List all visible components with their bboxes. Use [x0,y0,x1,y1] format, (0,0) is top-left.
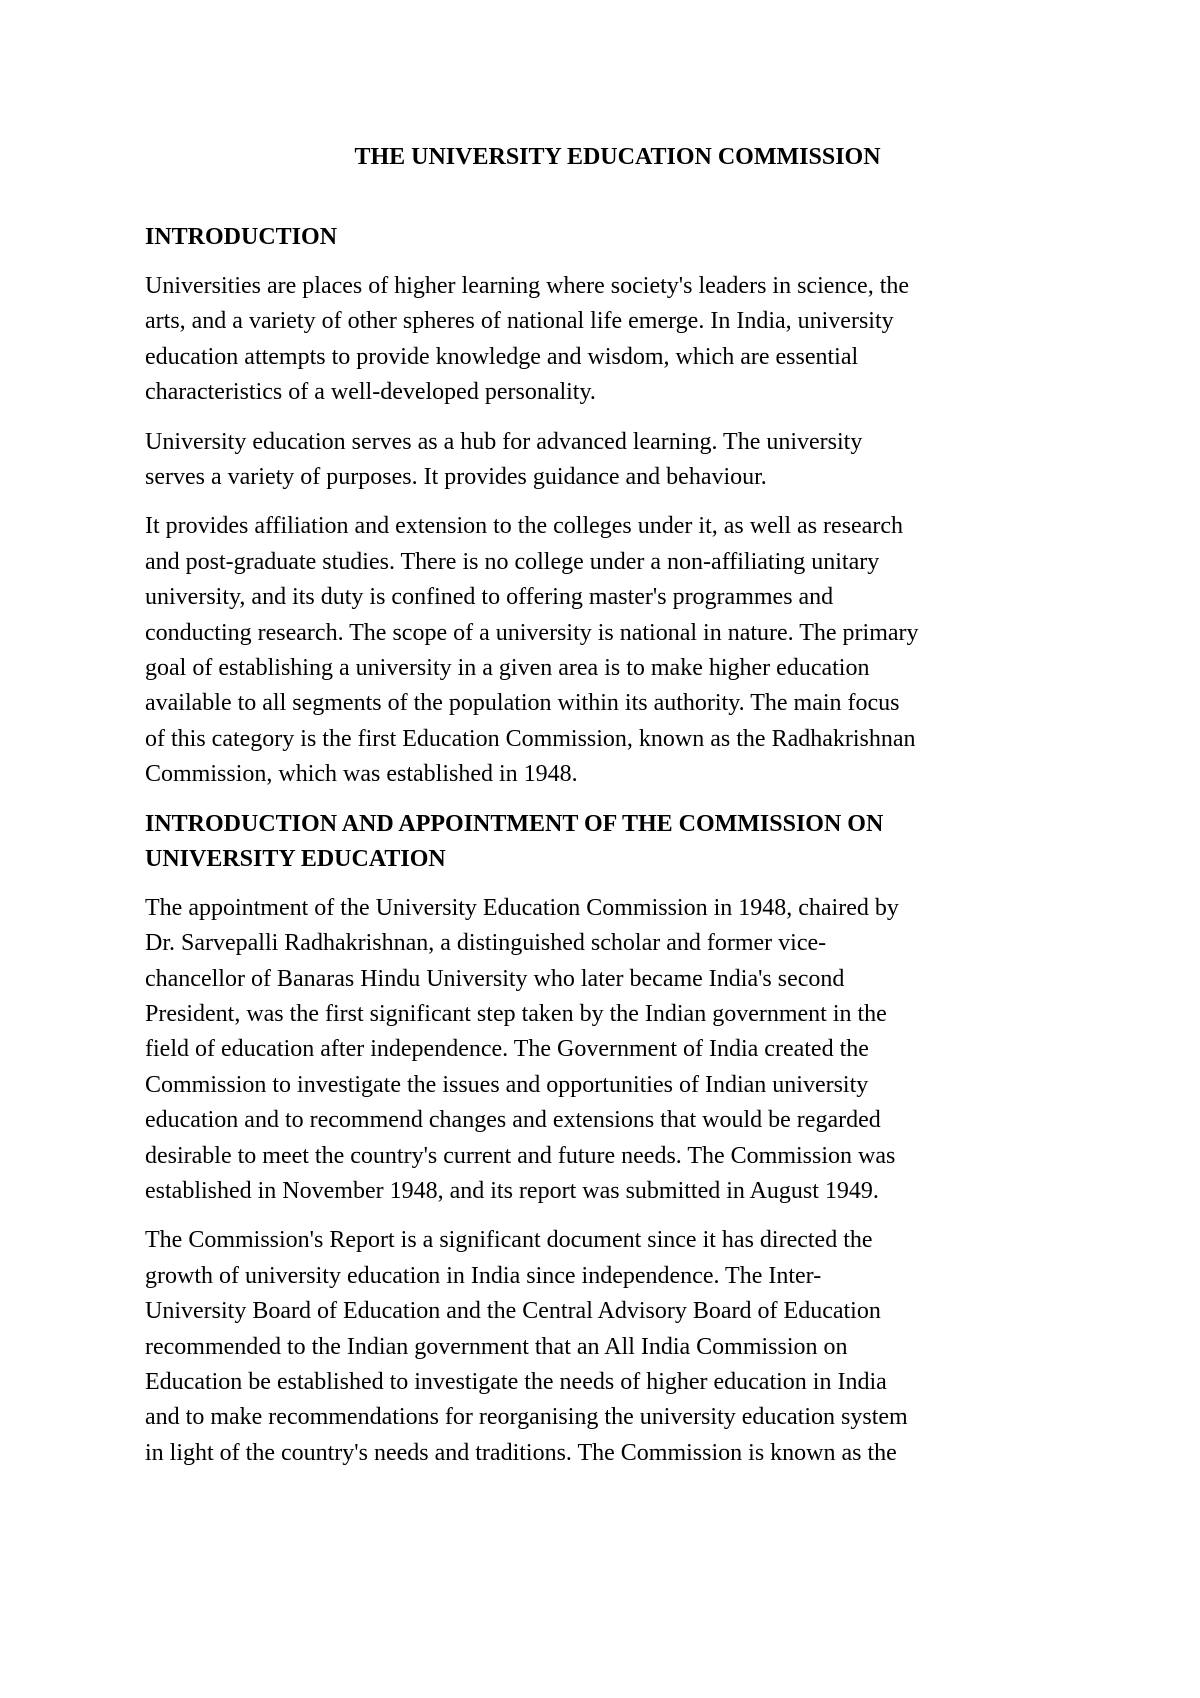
paragraph [145,1223,1075,1471]
paragraph [145,269,1075,411]
paragraph [145,509,1075,792]
text-line: conducting research. The scope of a university is national in nature. The primary [145,619,919,646]
text-line: The appointment of the University Education Commission in 1948, chaired by [145,894,899,921]
text-line: growth of university education in India since independence. The Inter- [145,1262,822,1289]
heading-line: INTRODUCTION [145,224,338,250]
document-page [145,140,1075,1485]
text-line: University Board of Education and the Central Advisory Board of Education [145,1298,881,1325]
text-line: The Commission's Report is a significant document since it has directed the [145,1227,873,1254]
section-heading-introduction [145,220,1075,255]
section-heading-appointment [145,807,1075,877]
text-line: Education be established to investigate the needs of higher education in India [145,1368,887,1395]
text-line: arts, and a variety of other spheres of national life emerge. In India, university [145,308,894,335]
text-line: available to all segments of the population within its authority. The main focus [145,690,900,717]
text-line: in light of the country's needs and traditions. The Commission is known as the [145,1439,897,1466]
paragraph [145,891,1075,1210]
paragraph [145,425,1075,496]
text-line: desirable to meet the country's current and future needs. The Commission was [145,1142,896,1169]
text-line: It provides affiliation and extension to the colleges under it, as well as research [145,513,903,540]
text-line: recommended to the Indian government that an All India Commission on [145,1333,848,1360]
text-line: university, and its duty is confined to offering master's programmes and [145,584,834,611]
text-line: Commission, which was established in 1948. [145,761,578,788]
text-line: characteristics of a well-developed personality. [145,379,596,406]
heading-line: UNIVERSITY EDUCATION [145,845,446,872]
text-line: education attempts to provide knowledge and wisdom, which are essential [145,343,859,370]
text-line: field of education after independence. The Government of India created the [145,1036,869,1063]
text-line: education and to recommend changes and extensions that would be regarded [145,1107,881,1134]
heading-line: INTRODUCTION AND APPOINTMENT OF THE COMMISSION ON [145,810,884,837]
text-line: and to make recommendations for reorganising the university education system [145,1404,908,1431]
text-line: of this category is the first Education Commission, known as the Radhakrishnan [145,725,916,752]
text-line: Dr. Sarvepalli Radhakrishnan, a distinguished scholar and former vice- [145,930,827,957]
text-line: chancellor of Banaras Hindu University who later became India's second [145,965,845,992]
document-title: THE UNIVERSITY EDUCATION COMMISSION [354,144,881,170]
text-line: and post-graduate studies. There is no college under a non-affiliating unitary [145,548,880,575]
text-line: University education serves as a hub for advanced learning. The university [145,428,863,455]
text-line: goal of establishing a university in a given area is to make higher education [145,655,870,682]
text-line: Commission to investigate the issues and opportunities of Indian university [145,1071,869,1098]
text-line: President, was the first significant step taken by the Indian government in the [145,1000,887,1027]
text-line: serves a variety of purposes. It provides guidance and behaviour. [145,464,767,491]
text-line: Universities are places of higher learning where society's leaders in science, the [145,273,910,299]
text-line: established in November 1948, and its report was submitted in August 1949. [145,1177,879,1204]
